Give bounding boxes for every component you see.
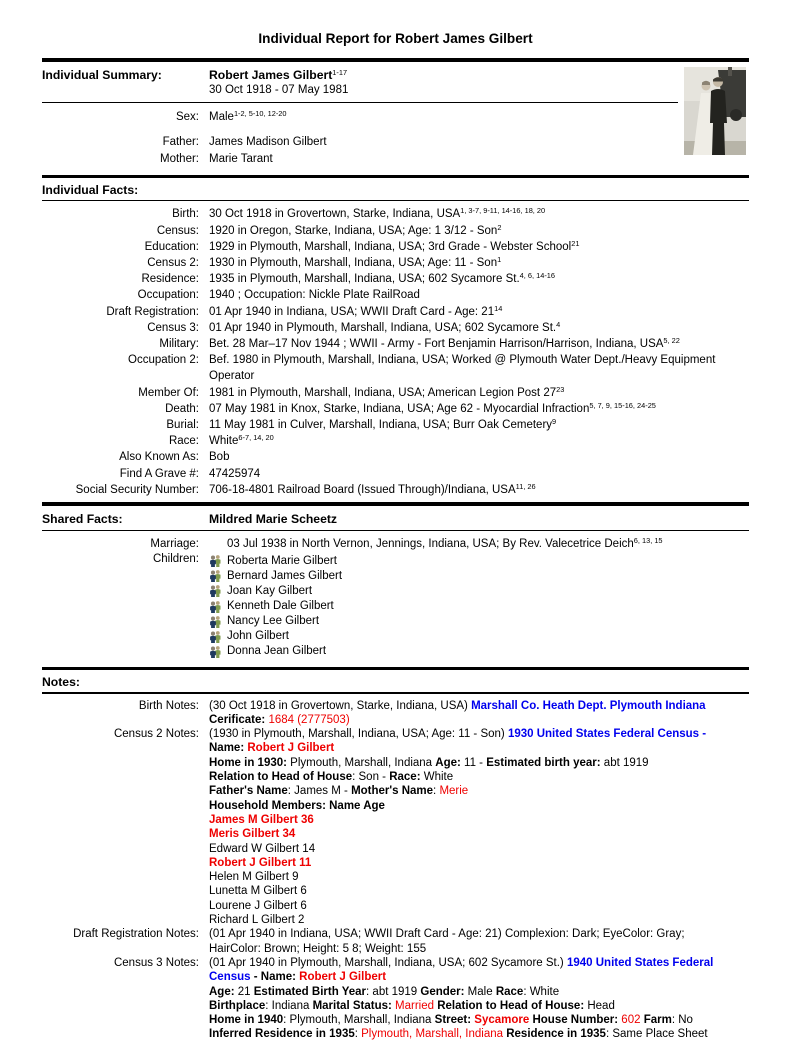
note-segment: Census: [209, 971, 251, 984]
note-line: [209, 741, 749, 755]
note-segment: Age:: [209, 985, 235, 998]
note-line: [209, 927, 749, 941]
summary-row-label: Father:: [162, 135, 199, 148]
note-segment: Age:: [435, 756, 461, 769]
note-line: [209, 784, 749, 798]
summary-heading: Individual Summary:: [42, 67, 162, 82]
citation-ref: 1-2, 5-10, 12-20: [233, 108, 287, 118]
note-segment: Robert J Gilbert: [299, 971, 387, 984]
note-segment: Plymouth, Marshall, Indiana: [361, 1028, 504, 1041]
fact-row: [42, 449, 749, 465]
child-name: Nancy Lee Gilbert: [227, 615, 320, 628]
child-item: [209, 644, 749, 659]
fact-text: Bef. 1980 in Plymouth, Marshall, Indiana, USA; Worked @ Plymouth Water Dept./Heavy Equipment: [209, 354, 716, 367]
note-line: [209, 713, 749, 727]
fact-label: Census:: [156, 224, 199, 237]
fact-label: Race:: [168, 435, 199, 448]
two-people-icon: [209, 630, 222, 643]
note-segment: House Number:: [532, 1014, 622, 1027]
note-segment: Robert J Gilbert: [247, 742, 335, 755]
note-segment: Birthplace: [209, 999, 266, 1012]
facts-rows: [42, 206, 749, 498]
fact-label: Social Security Number:: [75, 483, 199, 496]
note-line: [209, 1027, 749, 1041]
fact-row: [42, 433, 749, 449]
child-name: John Gilbert: [227, 630, 290, 643]
note-segment: 602: [621, 1014, 641, 1027]
fact-value: [209, 336, 749, 352]
note-segment: -: [250, 971, 261, 984]
fact-value: [209, 482, 749, 498]
fact-text: 706-18-4801 Railroad Board (Issued Through)/Indiana, USA: [209, 483, 516, 496]
fact-text: 1920 in Oregon, Starke, Indiana, USA; Age: 1 3/12 - Son: [209, 224, 498, 237]
note-segment: 11 -: [460, 756, 487, 769]
fact-label: Find A Grave #:: [119, 467, 199, 480]
fact-label: Residence:: [141, 273, 199, 286]
fact-value: [209, 433, 749, 449]
note-line: [209, 727, 749, 741]
fact-value: [209, 287, 749, 303]
note-segment: :: [433, 785, 440, 798]
note-segment: Meris Gilbert 34: [209, 828, 296, 841]
note-line: [209, 770, 749, 784]
note-line: [209, 756, 749, 770]
fact-row: [42, 401, 749, 417]
citation-ref: 4: [556, 319, 561, 329]
shared-facts-section: [42, 512, 749, 659]
summary-row-value: [209, 135, 749, 150]
fact-text: 1940 ; Occupation: Nickle Plate RailRoad: [209, 289, 420, 302]
fact-text: 1935 in Plymouth, Marshall, Indiana, USA; 602 Sycamore St.: [209, 273, 520, 286]
note-segment: :: [354, 1028, 362, 1041]
note-segment: (1930 in Plymouth, Marshall, Indiana, USA; Age: 11 - Son): [209, 728, 508, 741]
summary-row-label: Mother:: [160, 152, 199, 165]
two-people-icon: [209, 645, 222, 658]
note-segment: Richard L Gilbert 2: [209, 914, 305, 927]
note-segment: : James M -: [287, 785, 352, 798]
note-line: [209, 813, 749, 827]
note-label: Census 2 Notes:: [113, 728, 199, 741]
note-entry: [42, 727, 749, 927]
note-line: [209, 799, 749, 813]
fact-value: [209, 304, 749, 320]
note-segment: Head: [584, 999, 615, 1012]
fact-value: [209, 466, 749, 482]
citation-ref: 1: [497, 254, 502, 264]
citation-ref: 11, 26: [515, 481, 536, 491]
fact-text: 11 May 1981 in Culver, Marshall, Indiana, USA; Burr Oak Cemetery: [209, 419, 553, 432]
note-segment: (30 Oct 1918 in Grovertown, Starke, Indiana, USA): [209, 699, 472, 712]
note-line: [209, 884, 749, 898]
citation-ref: 23: [556, 384, 565, 394]
notes-entries: [42, 699, 749, 1042]
fact-value: [209, 449, 749, 465]
fact-label: Birth:: [172, 208, 199, 221]
fact-row: [42, 206, 749, 222]
note-segment: Household Members: Name Age: [209, 799, 385, 812]
note-segment: Cerificate:: [209, 713, 269, 726]
fact-row: [42, 255, 749, 271]
person-dates: 30 Oct 1918 - 07 May 1981: [209, 84, 349, 96]
note-entry: [42, 956, 749, 1042]
shared-facts-heading: Shared Facts:: [42, 511, 123, 526]
note-segment: : abt 1919: [366, 985, 421, 998]
two-people-icon: [209, 584, 222, 597]
note-text: [209, 956, 749, 1042]
fact-row: [42, 385, 749, 401]
note-segment: 1684 (2777503): [268, 713, 350, 726]
summary-row-value: [209, 110, 749, 125]
note-segment: Race:: [389, 771, 421, 784]
child-name: Kenneth Dale Gilbert: [227, 600, 334, 613]
note-segment: : White: [523, 985, 560, 998]
fact-text: White: [209, 435, 239, 448]
note-segment: Lourene J Gilbert 6: [209, 899, 307, 912]
note-segment: (01 Apr 1940 in Indiana, USA; WWII Draft Card - Age: 21) Complexion: Dark; EyeColor: Gray;: [209, 928, 685, 941]
note-line: [209, 913, 749, 927]
note-segment: James M Gilbert 36: [209, 813, 314, 826]
summary-row-value: [209, 152, 749, 167]
notes-heading: Notes:: [42, 675, 80, 690]
note-segment: Farm: [643, 1014, 672, 1027]
fact-text-line2: Operator: [209, 370, 255, 383]
marriage-value: [209, 537, 749, 553]
section-divider: [42, 530, 749, 531]
note-line: [209, 842, 749, 856]
section-divider: [42, 175, 749, 179]
note-segment: Relation to Head of House:: [437, 999, 585, 1012]
citation-ref: 14: [494, 303, 503, 313]
section-divider: [42, 667, 749, 671]
note-segment: Home in 1940: [209, 1014, 284, 1027]
note-segment: abt 1919: [600, 756, 649, 769]
two-people-icon: [209, 569, 222, 582]
note-line: [209, 827, 749, 841]
spouse-name: Mildred Marie Scheetz: [209, 511, 338, 526]
fact-value: [209, 255, 749, 271]
fact-row: [42, 320, 749, 336]
marriage-label: Marriage:: [150, 537, 199, 550]
citation-ref: 4, 6, 14-16: [519, 271, 556, 281]
note-segment: Lunetta M Gilbert 6: [209, 885, 307, 898]
note-line: [209, 899, 749, 913]
note-text: [209, 727, 749, 927]
citation-ref: 5, 7, 9, 15-16, 24-25: [589, 400, 656, 410]
note-segment: : Plymouth, Marshall, Indiana: [283, 1014, 435, 1027]
note-segment: Married: [395, 999, 434, 1012]
section-divider: [42, 502, 749, 506]
note-segment: Edward W Gilbert 14: [209, 842, 316, 855]
two-people-icon: [209, 615, 222, 628]
fact-value: [209, 223, 749, 239]
fact-label: Occupation:: [137, 289, 199, 302]
note-line: [209, 870, 749, 884]
child-item: [209, 629, 749, 644]
note-segment: Estimated Birth Year: [253, 985, 367, 998]
children-label: Children:: [152, 553, 199, 566]
individual-summary-section: [42, 68, 749, 167]
citation-ref: 9: [552, 417, 557, 427]
fact-row: [42, 417, 749, 433]
child-item: [209, 614, 749, 629]
note-segment: : No: [671, 1014, 693, 1027]
child-name: Roberta Marie Gilbert: [227, 554, 337, 567]
note-segment: (01 Apr 1940 in Plymouth, Marshall, Indiana, USA; 602 Sycamore St.): [209, 956, 567, 969]
note-segment: HairColor: Brown; Height: 5 8; Weight: 155: [209, 942, 427, 955]
note-text: [209, 927, 749, 956]
note-segment: Marital Status:: [312, 999, 396, 1012]
fact-row: [42, 466, 749, 482]
note-line: [209, 999, 749, 1013]
child-item: [209, 553, 749, 568]
section-divider: [42, 102, 678, 103]
note-segment: Relation to Head of House: [209, 771, 353, 784]
fact-value: [209, 206, 749, 222]
fact-row: [42, 223, 749, 239]
note-segment: Robert J Gilbert 11: [209, 856, 312, 869]
fact-text: 01 Apr 1940 in Indiana, USA; WWII Draft Card - Age: 21: [209, 305, 495, 318]
section-divider: [42, 692, 749, 693]
note-segment: Father's Name: [209, 785, 288, 798]
two-people-icon: [209, 554, 222, 567]
fact-text: 07 May 1981 in Knox, Starke, Indiana, USA; Age 62 - Myocardial Infraction: [209, 402, 590, 415]
note-line: [209, 970, 749, 984]
fact-label: Military:: [159, 338, 199, 350]
note-segment: Gender:: [420, 985, 465, 998]
fact-label: Also Known As:: [119, 451, 199, 464]
fact-value: [209, 417, 749, 433]
marriage-text: 03 Jul 1938 in North Vernon, Jennings, Indiana, USA; By Rev. Valecetrice Deich: [227, 537, 634, 550]
fact-row: [42, 271, 749, 287]
note-label: Draft Registration Notes:: [73, 928, 199, 941]
fact-label: Census 3:: [147, 321, 199, 334]
two-people-icon: [209, 600, 222, 613]
person-name: [209, 68, 749, 84]
note-segment: Mother's Name: [351, 785, 434, 798]
notes-section: [42, 675, 749, 1041]
fact-text: 01 Apr 1940 in Plymouth, Marshall, Indiana, USA; 602 Sycamore St.: [209, 321, 557, 334]
note-segment: Male: [464, 985, 496, 998]
child-name: Bernard James Gilbert: [227, 569, 343, 582]
summary-row-label: Sex:: [175, 110, 199, 123]
fact-value: [209, 320, 749, 336]
fact-text: 1930 in Plymouth, Marshall, Indiana, USA; Age: 11 - Son: [209, 256, 498, 269]
note-segment: Estimated birth year:: [486, 756, 601, 769]
note-line: [209, 856, 749, 870]
child-item: [209, 599, 749, 614]
child-item: [209, 583, 749, 598]
note-line: [209, 985, 749, 999]
note-line: [209, 956, 749, 970]
child-item: [209, 568, 749, 583]
note-segment: : Indiana: [265, 999, 313, 1012]
note-segment: 1940 United States Federal: [566, 956, 714, 969]
note-entry: [42, 699, 749, 728]
note-segment: Marshall Co. Heath Dept. Plymouth Indiana: [471, 699, 706, 712]
note-segment: Name:: [209, 742, 248, 755]
note-segment: 1930 United States Federal Census -: [507, 728, 707, 741]
section-divider: [42, 58, 749, 62]
note-segment: : Same Place Sheet: [605, 1028, 708, 1041]
fact-text: Bet. 28 Mar–17 Nov 1944 ; WWII - Army - Fort Benjamin Harrison/Harrison, Indiana, USA: [209, 338, 664, 350]
fact-row: [42, 287, 749, 303]
note-segment: Street:: [434, 1014, 475, 1027]
fact-label: Member Of:: [138, 386, 199, 399]
fact-label: Draft Registration:: [106, 305, 199, 318]
citation-ref: 1, 3-7, 9-11, 14-16, 18, 20: [460, 206, 546, 216]
citation-ref: 21: [571, 238, 580, 248]
mother-value: Marie Tarant: [209, 152, 273, 165]
note-entry: [42, 927, 749, 956]
fact-label: Occupation 2:: [128, 354, 199, 367]
note-segment: Home in 1930:: [209, 756, 287, 769]
fact-row: [42, 239, 749, 255]
fact-label: Death:: [165, 402, 199, 415]
fact-value: [209, 401, 749, 417]
fact-text: Bob: [209, 451, 230, 464]
note-segment: Sycamore: [474, 1014, 530, 1027]
note-label: Birth Notes:: [138, 699, 199, 712]
citation-ref: 2: [497, 222, 502, 232]
facts-heading: Individual Facts:: [42, 183, 139, 198]
citation-ref: 1-17: [332, 67, 348, 77]
fact-value: [209, 271, 749, 287]
person-name-text: Robert James Gilbert: [209, 67, 333, 82]
fact-value: [209, 385, 749, 401]
individual-facts-section: [42, 183, 749, 498]
note-segment: Helen M Gilbert 9: [209, 871, 299, 884]
note-text: [209, 699, 749, 728]
fact-text: 47425974: [209, 467, 261, 480]
note-segment: Merie: [439, 785, 469, 798]
note-segment: Inferred Residence in 1935: [209, 1028, 355, 1041]
fact-label: Burial:: [166, 419, 199, 432]
note-line: [209, 699, 749, 713]
fact-row: [42, 482, 749, 498]
child-name: Joan Kay Gilbert: [227, 584, 313, 597]
fact-value: [209, 352, 749, 384]
fact-row: [42, 304, 749, 320]
father-value: James Madison Gilbert: [209, 135, 327, 148]
fact-text: 30 Oct 1918 in Grovertown, Starke, Indiana, USA: [209, 208, 461, 221]
citation-ref: 6, 13, 15: [633, 535, 663, 545]
fact-text: 1981 in Plymouth, Marshall, Indiana, USA; American Legion Post 27: [209, 386, 557, 399]
sex-value: Male: [209, 110, 234, 123]
fact-text: 1929 in Plymouth, Marshall, Indiana, USA; 3rd Grade - Webster School: [209, 240, 572, 253]
children-list: [209, 553, 749, 659]
fact-label: Education:: [144, 240, 199, 253]
report-title: Individual Report for Robert James Gilbert: [258, 31, 533, 46]
note-segment: Plymouth, Marshall, Indiana: [286, 756, 436, 769]
note-line: [209, 942, 749, 956]
note-line: [209, 1013, 749, 1027]
fact-value: [209, 239, 749, 255]
note-segment: Residence in 1935: [506, 1028, 606, 1041]
note-segment: Name:: [260, 971, 300, 984]
child-name: Donna Jean Gilbert: [227, 645, 327, 658]
fact-row: [42, 336, 749, 352]
note-segment: : Son -: [352, 771, 390, 784]
fact-label: Census 2:: [147, 256, 199, 269]
note-segment: Race: [495, 985, 524, 998]
fact-row: [42, 352, 749, 384]
note-segment: White: [420, 771, 454, 784]
summary-photo couple-by-car-photo: [684, 67, 746, 155]
note-label: Census 3 Notes:: [113, 956, 199, 969]
section-divider: [42, 200, 749, 201]
note-segment: 21: [234, 985, 254, 998]
citation-ref: 6-7, 14, 20: [238, 433, 274, 443]
citation-ref: 5, 22: [663, 336, 680, 345]
